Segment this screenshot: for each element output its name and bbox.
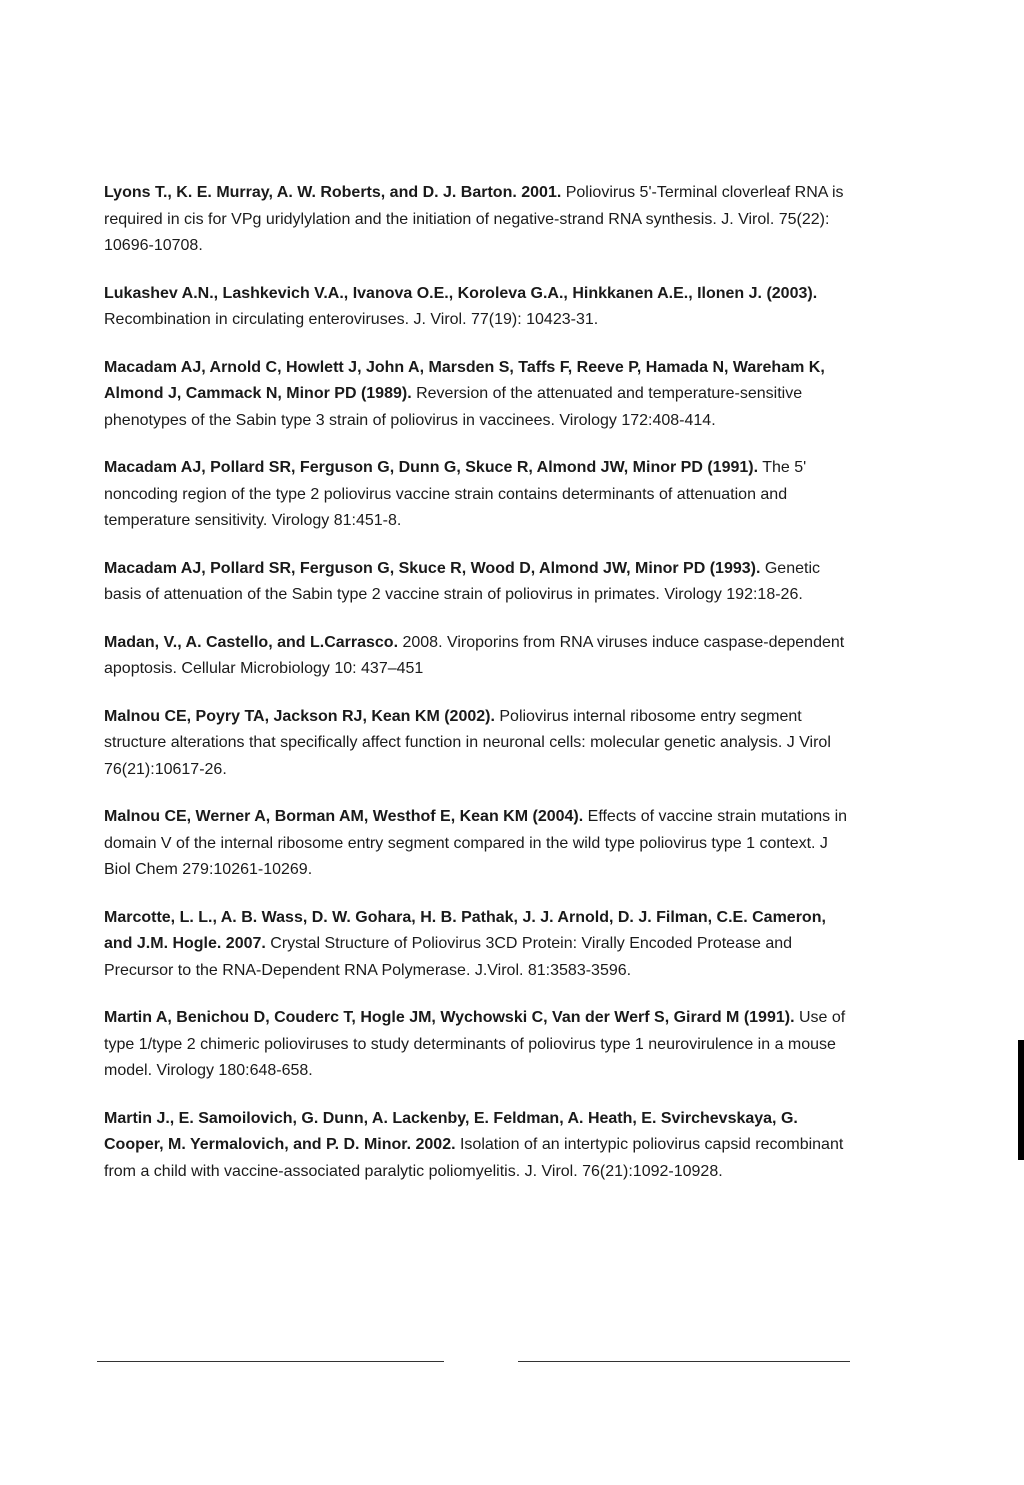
reference-text: Poliovirus 5'-Terminal cloverleaf RNA is required in cis for VPg uridylylation and the initiation of negative-strand RNA synthesis. J. Virol. 75(22): 10696-10708. (104, 184, 844, 254)
reference-text: Poliovirus internal ribosome entry segment structure alterations that specifically affect function in neuronal cells: molecular genetic analysis. J Virol 76(21):10617-26. (104, 707, 831, 778)
reference-entry (104, 704, 852, 784)
reference-entry (104, 180, 852, 260)
reference-authors: Lyons T., K. E. Murray, A. W. Roberts, and D. J. Barton. 2001. (104, 184, 562, 201)
reference-authors: Marcotte, L. L., A. B. Wass, D. W. Gohara, H. B. Pathak, J. J. Arnold, D. J. Filman, C.E. Cameron, and J.M. Hogle. 2007. (104, 908, 826, 952)
reference-text: Reversion of the attenuated and temperature-sensitive phenotypes of the Sabin type 3 strain of poliovirus in vaccinees. Virology 172:408-414. (104, 385, 803, 429)
reference-authors: Macadam AJ, Pollard SR, Ferguson G, Dunn G, Skuce R, Almond JW, Minor PD (1991). (104, 459, 759, 476)
reference-text: Use of type 1/type 2 chimeric polioviruses to study determinants of poliovirus type 1 neurovirulence in a mouse model. Virology 180:648-658. (104, 1009, 846, 1079)
reference-entry (104, 804, 852, 884)
reference-authors: Madan, V., A. Castello, and L.Carrasco. (104, 633, 399, 651)
reference-authors: Macadam AJ, Arnold C, Howlett J, John A, Marsden S, Taffs F, Reeve P, Hamada N, Wareham K, Almond J, Cammack N, Minor PD (1989). (104, 358, 825, 402)
reference-text: Isolation of an intertypic poliovirus capsid recombinant from a child with vaccine-associated paralytic poliomyelitis. J. Virol. 76(21):1092-10928. (104, 1136, 844, 1180)
reference-authors: Lukashev A.N., Lashkevich V.A., Ivanova O.E., Koroleva G.A., Hinkkanen A.E., Ilonen J. (2003). (104, 284, 818, 302)
reference-authors: Macadam AJ, Pollard SR, Ferguson G, Skuce R, Wood D, Almond JW, Minor PD (1993). (104, 559, 761, 577)
reference-text: Recombination in circulating enteroviruses. J. Virol. 77(19): 10423-31. (104, 311, 599, 328)
reference-entry (104, 905, 852, 985)
reference-text: 2008. Viroporins from RNA viruses induce caspase-dependent apoptosis. Cellular Microbiology 10: 437–451 (104, 633, 845, 677)
reference-authors: Malnou CE, Poyry TA, Jackson RJ, Kean KM (2002). (104, 707, 495, 725)
reference-authors: Malnou CE, Werner A, Borman AM, Westhof E, Kean KM (2004). (104, 808, 584, 825)
reference-entry (104, 281, 852, 334)
reference-text: The 5' noncoding region of the type 2 poliovirus vaccine strain contains determinants of attenuation and temperature sensitivity. Virology 81:451-8. (104, 459, 807, 529)
reference-entry (104, 455, 852, 535)
reference-authors: Martin A, Benichou D, Couderc T, Hogle JM, Wychowski C, Van der Werf S, Girard M (1991). (104, 1009, 795, 1026)
reference-entry (104, 1005, 852, 1085)
reference-list (104, 180, 852, 1206)
reference-entry (104, 355, 852, 435)
footer-rule-right (518, 1361, 850, 1362)
reference-entry (104, 1106, 852, 1186)
footer-rule-left (97, 1361, 444, 1362)
reference-text: Crystal Structure of Poliovirus 3CD Protein: Virally Encoded Protease and Precursor to the RNA-Dependent RNA Polymerase. J.Virol. 81:3583-3596. (104, 935, 793, 979)
reference-entry (104, 630, 852, 683)
reference-text: Genetic basis of attenuation of the Sabin type 2 vaccine strain of poliovirus in primates. Virology 192:18-26. (104, 559, 820, 603)
reference-text: Effects of vaccine strain mutations in domain V of the internal ribosome entry segment compared in the wild type poliovirus type 1 context. J Biol Chem 279:10261-10269. (104, 808, 848, 878)
reference-entry (104, 556, 852, 609)
scan-edge-mark (1018, 1040, 1024, 1160)
reference-authors: Martin J., E. Samoilovich, G. Dunn, A. Lackenby, E. Feldman, A. Heath, E. Svirchevskaya, G. Cooper, M. Yermalovich, and P. D. Minor. 2002. (104, 1109, 798, 1153)
